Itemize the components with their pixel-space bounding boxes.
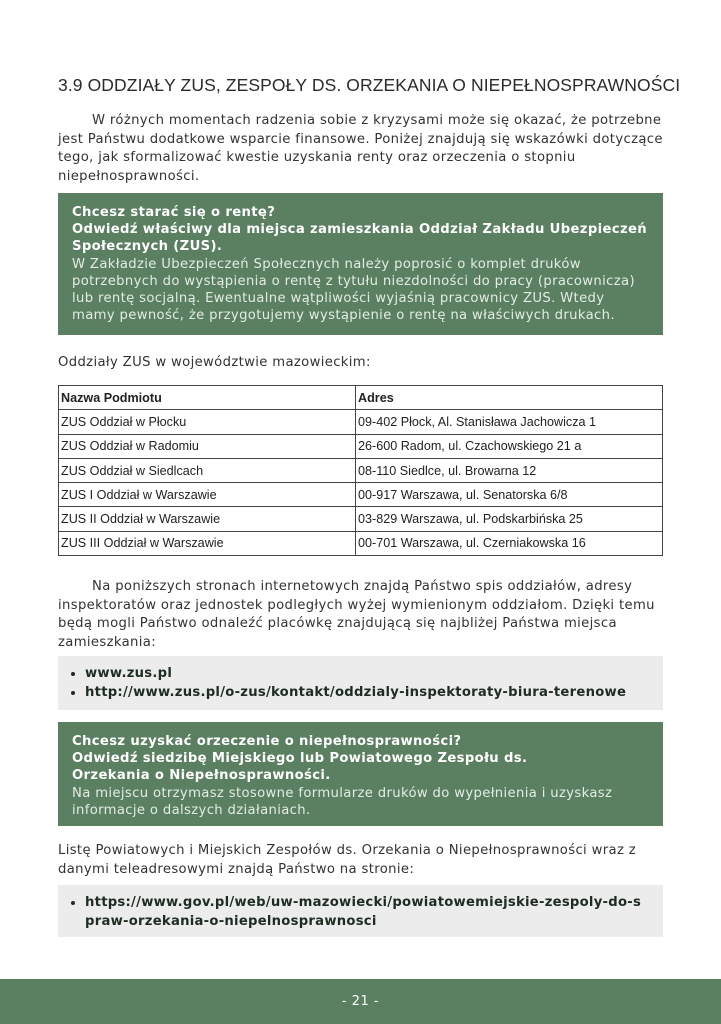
- header-address: Adres: [356, 386, 663, 410]
- table-row: [59, 458, 663, 482]
- orzeczenie-body: Na miejscu otrzymasz stosowne formularze druków do wypełnienia i uzyskasz informacje o dalszych działaniach.: [72, 785, 613, 818]
- page-number: - 21 -: [341, 994, 380, 1009]
- websites-text: Na poniższych stronach internetowych znajdą Państwo spis oddziałów, adresy inspektoratów oraz jednostek podległych wyżej wymienionym oddziałom. Dzięki temu będą mogli Państwo odnaleźć placówkę znajdującą się najbliżej Państwa miejsca zamieszkania:: [58, 579, 655, 650]
- orzeczenie-subheading: Odwiedź siedzibę Miejskiego lub Powiatowego Zespołu ds. Orzekania o Niepełnosprawności.: [72, 751, 528, 784]
- link-zus-offices[interactable]: • http://www.zus.pl/o-zus/kontakt/oddzialy-inspektoraty-biura-terenowe: [85, 683, 649, 702]
- link-zus-home[interactable]: • www.zus.pl: [85, 664, 649, 683]
- section-title: 3.9 ODDZIAŁY ZUS, ZESPOŁY DS. ORZEKANIA O NIEPEŁNOSPRAWNOŚCI: [58, 75, 681, 95]
- zus-links-box: [58, 656, 663, 710]
- header-name: Nazwa Podmiotu: [59, 386, 356, 410]
- link-gov-zespoly[interactable]: • https://www.gov.pl/web/uw-mazowiecki/powiatowemiejskie-zespoly-do-spraw-orzekania-o-niepelnosprawnosci: [85, 893, 649, 931]
- gov-links-list: [68, 893, 649, 931]
- office-address: 03-829 Warszawa, ul. Podskarbińska 25: [356, 507, 663, 531]
- zus-table-caption: Oddziały ZUS w województwie mazowieckim:: [58, 355, 371, 370]
- office-name: ZUS Oddział w Siedlcach: [59, 458, 356, 482]
- office-name: ZUS III Oddział w Warszawie: [59, 531, 356, 555]
- office-address: 08-110 Siedlce, ul. Browarna 12: [356, 458, 663, 482]
- page-footer: [0, 979, 721, 1024]
- websites-paragraph: [58, 578, 663, 652]
- office-name: ZUS I Oddział w Warszawie: [59, 483, 356, 507]
- gov-links-box: [58, 885, 663, 937]
- table-header-row: [59, 386, 663, 410]
- zus-offices-table: [58, 385, 663, 556]
- zus-links-list: [68, 664, 649, 702]
- table-row: [59, 507, 663, 531]
- office-address: 26-600 Radom, ul. Czachowskiego 21 a: [356, 434, 663, 458]
- office-name: ZUS II Oddział w Warszawie: [59, 507, 356, 531]
- zespoly-paragraph: Listę Powiatowych i Miejskich Zespołów ds. Orzekania o Niepełnosprawności wraz z danymi teleadresowymi znajdą Państwo na stronie:: [58, 843, 637, 877]
- renta-subheading: Odwiedź właściwy dla miejsca zamieszkania Oddział Zakładu Ubezpieczeń Społecznych (ZUS).: [72, 222, 648, 255]
- table-row: [59, 434, 663, 458]
- renta-info-box: [58, 193, 663, 335]
- renta-heading: Chcesz starać się o rentę?: [72, 205, 276, 220]
- renta-body: W Zakładzie Ubezpieczeń Społecznych należy poprosić o komplet druków potrzebnych do wystąpienia o rentę z tytułu niezdolności do pracy (pracownicza) lub rentę socjalną. Ewentualne wątpliwości wyjaśnią pracownicy ZUS. Wtedy mamy pewność, że przygotujemy wystąpienie o rentę na właściwych drukach.: [72, 256, 635, 324]
- intro-paragraph: [58, 112, 663, 186]
- office-address: 00-701 Warszawa, ul. Czerniakowska 16: [356, 531, 663, 555]
- office-name: ZUS Oddział w Płocku: [59, 410, 356, 434]
- office-name: ZUS Oddział w Radomiu: [59, 434, 356, 458]
- table-row: [59, 531, 663, 555]
- table-row: [59, 483, 663, 507]
- table-row: [59, 410, 663, 434]
- office-address: 00-917 Warszawa, ul. Senatorska 6/8: [356, 483, 663, 507]
- orzeczenie-heading: Chcesz uzyskać orzeczenie o niepełnosprawności?: [72, 734, 462, 749]
- orzeczenie-info-box: [58, 722, 663, 826]
- office-address: 09-402 Płock, Al. Stanisława Jachowicza 1: [356, 410, 663, 434]
- intro-text: W różnych momentach radzenia sobie z kryzysami może się okazać, że potrzebne jest Państwu dodatkowe wsparcie finansowe. Poniżej znajdują się wskazówki dotyczące tego, jak sformalizować kwestie uzyskania renty oraz orzeczenia o stopniu niepełnosprawności.: [58, 113, 663, 184]
